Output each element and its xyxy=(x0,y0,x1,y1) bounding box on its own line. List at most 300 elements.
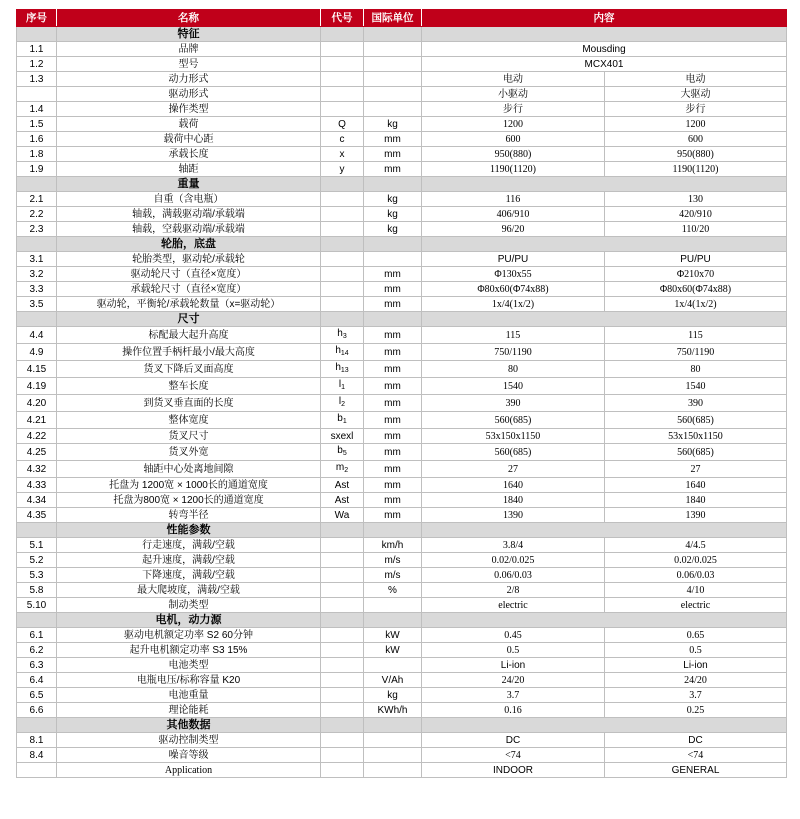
row-value-1: 406/910 xyxy=(422,207,605,222)
table-row xyxy=(17,282,787,297)
row-unit: kg xyxy=(364,117,422,132)
section-row xyxy=(17,237,787,252)
row-unit xyxy=(364,87,422,102)
row-no: 4.33 xyxy=(17,478,57,493)
table-row xyxy=(17,361,787,378)
row-value-2: 0.65 xyxy=(605,628,787,643)
row-code-subscript: 14 xyxy=(340,350,349,357)
row-value-1: Li-ion xyxy=(422,658,605,673)
row-value-1: Φ130x55 xyxy=(422,267,605,282)
table-row xyxy=(17,444,787,461)
row-code xyxy=(321,508,364,523)
row-value-1: <74 xyxy=(422,748,605,763)
row-code xyxy=(321,42,364,57)
row-no: 1.4 xyxy=(17,102,57,117)
row-name: 电池类型 xyxy=(57,658,321,673)
row-name: 载荷中心距 xyxy=(57,132,321,147)
row-value-2: 0.02/0.025 xyxy=(605,553,787,568)
row-name: 驱动轮尺寸（直径×宽度） xyxy=(57,267,321,282)
row-code xyxy=(321,493,364,508)
section-cell xyxy=(17,613,57,628)
row-code-subscript: 1 xyxy=(341,384,346,391)
row-code xyxy=(321,553,364,568)
row-no xyxy=(17,763,57,778)
row-name: 电瓶电压/标称容量 K20 xyxy=(57,673,321,688)
row-value-2: <74 xyxy=(605,748,787,763)
row-value-2: 0.06/0.03 xyxy=(605,568,787,583)
row-unit xyxy=(364,42,422,57)
row-code-text: Ast xyxy=(334,479,350,491)
row-unit: % xyxy=(364,583,422,598)
row-no: 6.6 xyxy=(17,703,57,718)
row-name: 承载长度 xyxy=(57,147,321,162)
row-code xyxy=(321,461,364,478)
row-value-2: 110/20 xyxy=(605,222,787,237)
row-value-1: 1190(1120) xyxy=(422,162,605,177)
section-cell xyxy=(364,27,422,42)
row-unit xyxy=(364,748,422,763)
row-code xyxy=(321,132,364,147)
row-value-1: 步行 xyxy=(422,102,605,117)
table-row xyxy=(17,478,787,493)
row-code xyxy=(321,478,364,493)
row-value-2: 0.25 xyxy=(605,703,787,718)
row-value-1: 3.7 xyxy=(422,688,605,703)
row-code xyxy=(321,57,364,72)
row-name: 起升速度，满载/空载 xyxy=(57,553,321,568)
row-unit: kg xyxy=(364,192,422,207)
row-value-2: PU/PU xyxy=(605,252,787,267)
row-code xyxy=(321,395,364,412)
table-row xyxy=(17,748,787,763)
row-name: 标配最大起升高度 xyxy=(57,327,321,344)
spec-sheet xyxy=(16,9,786,778)
row-name: 下降速度，满载/空载 xyxy=(57,568,321,583)
row-unit xyxy=(364,252,422,267)
row-name: 托盘为 1200宽 × 1000长的通道宽度 xyxy=(57,478,321,493)
row-no: 6.2 xyxy=(17,643,57,658)
row-no: 4.35 xyxy=(17,508,57,523)
row-unit: mm xyxy=(364,344,422,361)
section-cell xyxy=(422,523,787,538)
row-value-2: 大驱动 xyxy=(605,87,787,102)
row-value-2: 53x150x1150 xyxy=(605,429,787,444)
section-title: 电机，动力源 xyxy=(57,613,321,628)
row-value-1: 750/1190 xyxy=(422,344,605,361)
row-code xyxy=(321,688,364,703)
row-no: 4.15 xyxy=(17,361,57,378)
row-name: 货叉外宽 xyxy=(57,444,321,461)
row-code xyxy=(321,598,364,613)
section-cell xyxy=(17,237,57,252)
row-unit xyxy=(364,102,422,117)
header-unit: 国际单位 xyxy=(364,10,422,27)
table-row xyxy=(17,628,787,643)
row-value-2: GENERAL xyxy=(605,763,787,778)
row-code xyxy=(321,643,364,658)
row-value-1: 1540 xyxy=(422,378,605,395)
row-code xyxy=(321,297,364,312)
row-code-text: h xyxy=(335,345,341,356)
section-cell xyxy=(17,177,57,192)
row-no: 2.3 xyxy=(17,222,57,237)
row-code xyxy=(321,87,364,102)
section-row xyxy=(17,613,787,628)
row-value-2: 1200 xyxy=(605,117,787,132)
row-value-2: 1x/4(1x/2) xyxy=(605,297,787,312)
row-value-2: 24/20 xyxy=(605,673,787,688)
row-no: 4.34 xyxy=(17,493,57,508)
row-value-2: 600 xyxy=(605,132,787,147)
row-unit: V/Ah xyxy=(364,673,422,688)
row-code xyxy=(321,444,364,461)
row-name: 整体宽度 xyxy=(57,412,321,429)
row-no: 5.3 xyxy=(17,568,57,583)
row-value-1: 950(880) xyxy=(422,147,605,162)
row-unit: mm xyxy=(364,444,422,461)
row-code-text: y xyxy=(339,163,345,175)
section-cell xyxy=(422,177,787,192)
row-no: 2.2 xyxy=(17,207,57,222)
section-cell xyxy=(422,237,787,252)
row-name: 货叉尺寸 xyxy=(57,429,321,444)
row-value-1: 0.02/0.025 xyxy=(422,553,605,568)
section-cell xyxy=(17,523,57,538)
row-value-2: 步行 xyxy=(605,102,787,117)
row-value-2: 27 xyxy=(605,461,787,478)
row-unit: mm xyxy=(364,395,422,412)
row-no: 1.2 xyxy=(17,57,57,72)
row-value-1: PU/PU xyxy=(422,252,605,267)
row-unit: m/s xyxy=(364,568,422,583)
row-value-1: 1x/4(1x/2) xyxy=(422,297,605,312)
section-row xyxy=(17,312,787,327)
row-no: 5.10 xyxy=(17,598,57,613)
row-name: 驱动控制类型 xyxy=(57,733,321,748)
row-name: 载荷 xyxy=(57,117,321,132)
row-unit: m/s xyxy=(364,553,422,568)
row-code-text: Ast xyxy=(334,494,350,506)
row-code xyxy=(321,102,364,117)
section-title: 性能参数 xyxy=(57,523,321,538)
row-code xyxy=(321,763,364,778)
row-value-1: 115 xyxy=(422,327,605,344)
row-name: 整车长度 xyxy=(57,378,321,395)
section-row xyxy=(17,27,787,42)
row-code xyxy=(321,344,364,361)
row-name: 托盘为800宽 × 1200长的通道宽度 xyxy=(57,493,321,508)
table-row xyxy=(17,267,787,282)
table-row xyxy=(17,395,787,412)
table-row xyxy=(17,42,787,57)
section-cell xyxy=(364,523,422,538)
row-value-1: electric xyxy=(422,598,605,613)
table-row xyxy=(17,222,787,237)
row-name: 到货叉垂直面的长度 xyxy=(57,395,321,412)
section-cell xyxy=(17,718,57,733)
row-name: 动力形式 xyxy=(57,72,321,87)
row-value-1: 600 xyxy=(422,132,605,147)
row-value-1: Φ80x60(Φ74x88) xyxy=(422,282,605,297)
row-unit: mm xyxy=(364,327,422,344)
row-value: Mousding xyxy=(422,42,787,57)
section-title: 特征 xyxy=(57,27,321,42)
table-row xyxy=(17,461,787,478)
row-code xyxy=(321,162,364,177)
row-code xyxy=(321,207,364,222)
row-unit: mm xyxy=(364,412,422,429)
table-row xyxy=(17,583,787,598)
row-code-text: c xyxy=(339,133,345,145)
row-name: 驱动电机额定功率 S2 60分钟 xyxy=(57,628,321,643)
table-row xyxy=(17,429,787,444)
header-content: 内容 xyxy=(422,10,787,27)
row-no: 3.5 xyxy=(17,297,57,312)
row-value-1: 0.5 xyxy=(422,643,605,658)
row-name: Application xyxy=(57,763,321,778)
row-code-text: l xyxy=(338,379,342,390)
row-value-2: Φ210x70 xyxy=(605,267,787,282)
row-value-1: 1200 xyxy=(422,117,605,132)
row-code xyxy=(321,673,364,688)
row-value-2: 950(880) xyxy=(605,147,787,162)
row-unit xyxy=(364,763,422,778)
table-header-row xyxy=(17,10,787,27)
row-unit: mm xyxy=(364,147,422,162)
row-code-text: b xyxy=(337,445,343,456)
row-value-1: 2/8 xyxy=(422,583,605,598)
table-row xyxy=(17,147,787,162)
row-value-2: Li-ion xyxy=(605,658,787,673)
row-code xyxy=(321,252,364,267)
row-value-1: 390 xyxy=(422,395,605,412)
row-value-2: Φ80x60(Φ74x88) xyxy=(605,282,787,297)
row-name: 型号 xyxy=(57,57,321,72)
row-value-1: 电动 xyxy=(422,72,605,87)
section-cell xyxy=(17,27,57,42)
row-unit: kg xyxy=(364,222,422,237)
table-row xyxy=(17,102,787,117)
row-name: 制动类型 xyxy=(57,598,321,613)
row-code-subscript: 3 xyxy=(342,333,347,340)
row-name: 操作位置手柄杆最小/最大高度 xyxy=(57,344,321,361)
row-code xyxy=(321,538,364,553)
row-unit: mm xyxy=(364,429,422,444)
row-value-2: 750/1190 xyxy=(605,344,787,361)
section-row xyxy=(17,718,787,733)
row-name: 电池重量 xyxy=(57,688,321,703)
table-row xyxy=(17,162,787,177)
row-unit: km/h xyxy=(364,538,422,553)
table-row xyxy=(17,344,787,361)
row-code xyxy=(321,361,364,378)
row-name: 操作类型 xyxy=(57,102,321,117)
row-code xyxy=(321,658,364,673)
row-no: 1.1 xyxy=(17,42,57,57)
row-no: 5.2 xyxy=(17,553,57,568)
table-row xyxy=(17,192,787,207)
row-no: 5.1 xyxy=(17,538,57,553)
row-unit xyxy=(364,733,422,748)
row-code xyxy=(321,222,364,237)
row-name: 驱动形式 xyxy=(57,87,321,102)
row-code xyxy=(321,412,364,429)
row-value-2: 1840 xyxy=(605,493,787,508)
row-name: 轮胎类型，驱动轮/承载轮 xyxy=(57,252,321,267)
row-value-1: 27 xyxy=(422,461,605,478)
row-no: 1.6 xyxy=(17,132,57,147)
row-name: 噪音等级 xyxy=(57,748,321,763)
row-value-2: DC xyxy=(605,733,787,748)
row-value-1: 96/20 xyxy=(422,222,605,237)
row-code xyxy=(321,192,364,207)
row-no: 6.1 xyxy=(17,628,57,643)
section-cell xyxy=(364,237,422,252)
table-row xyxy=(17,673,787,688)
row-value-2: 电动 xyxy=(605,72,787,87)
table-row xyxy=(17,733,787,748)
row-name: 最大爬坡度，满载/空载 xyxy=(57,583,321,598)
row-value-2: 560(685) xyxy=(605,444,787,461)
row-code xyxy=(321,583,364,598)
row-name: 理论能耗 xyxy=(57,703,321,718)
row-unit: mm xyxy=(364,267,422,282)
table-row xyxy=(17,252,787,267)
row-no: 8.4 xyxy=(17,748,57,763)
header-code: 代号 xyxy=(321,10,364,27)
row-no: 4.21 xyxy=(17,412,57,429)
section-cell xyxy=(364,718,422,733)
row-value-1: DC xyxy=(422,733,605,748)
row-code-subscript: 5 xyxy=(342,450,347,457)
section-row xyxy=(17,523,787,538)
row-value-1: 80 xyxy=(422,361,605,378)
row-value-2: 1540 xyxy=(605,378,787,395)
row-code-subscript: 1 xyxy=(342,418,347,425)
spec-table xyxy=(16,9,787,778)
table-row xyxy=(17,643,787,658)
row-no xyxy=(17,87,57,102)
table-row xyxy=(17,763,787,778)
row-code xyxy=(321,748,364,763)
section-cell xyxy=(321,237,364,252)
table-row xyxy=(17,72,787,87)
row-unit xyxy=(364,72,422,87)
row-unit: mm xyxy=(364,162,422,177)
row-value-1: 3.8/4 xyxy=(422,538,605,553)
row-no: 1.3 xyxy=(17,72,57,87)
row-value-1: 0.45 xyxy=(422,628,605,643)
section-title: 重量 xyxy=(57,177,321,192)
section-cell xyxy=(321,27,364,42)
row-code-subscript: 13 xyxy=(340,367,349,374)
table-row xyxy=(17,297,787,312)
row-unit: mm xyxy=(364,461,422,478)
section-cell xyxy=(422,613,787,628)
row-value-1: 116 xyxy=(422,192,605,207)
row-code xyxy=(321,733,364,748)
row-name: 起升电机额定功率 S3 15% xyxy=(57,643,321,658)
row-value-1: 1840 xyxy=(422,493,605,508)
row-unit: mm xyxy=(364,132,422,147)
row-code-text: Q xyxy=(338,118,346,130)
row-code xyxy=(321,378,364,395)
row-value-1: 53x150x1150 xyxy=(422,429,605,444)
table-row xyxy=(17,553,787,568)
row-value-2: 0.5 xyxy=(605,643,787,658)
row-unit xyxy=(364,598,422,613)
row-name: 轴载，满载驱动端/承载端 xyxy=(57,207,321,222)
row-unit: kg xyxy=(364,207,422,222)
row-value-2: 1390 xyxy=(605,508,787,523)
row-value-1: 0.06/0.03 xyxy=(422,568,605,583)
row-no: 4.25 xyxy=(17,444,57,461)
row-no: 4.20 xyxy=(17,395,57,412)
section-cell xyxy=(422,312,787,327)
row-code-subscript: 2 xyxy=(344,467,349,474)
row-code-text: h xyxy=(335,362,341,373)
row-no: 3.1 xyxy=(17,252,57,267)
section-cell xyxy=(364,312,422,327)
row-no: 4.32 xyxy=(17,461,57,478)
section-cell xyxy=(364,613,422,628)
section-cell xyxy=(422,718,787,733)
row-value-1: 1390 xyxy=(422,508,605,523)
row-code xyxy=(321,568,364,583)
table-row xyxy=(17,703,787,718)
row-value-2: 80 xyxy=(605,361,787,378)
header-no: 序号 xyxy=(17,10,57,27)
row-unit: mm xyxy=(364,282,422,297)
row-unit: mm xyxy=(364,297,422,312)
row-no: 1.9 xyxy=(17,162,57,177)
section-title: 尺寸 xyxy=(57,312,321,327)
row-code xyxy=(321,703,364,718)
section-cell xyxy=(321,312,364,327)
row-value-2: 130 xyxy=(605,192,787,207)
row-no: 6.3 xyxy=(17,658,57,673)
table-row xyxy=(17,327,787,344)
row-no: 4.19 xyxy=(17,378,57,395)
row-value-2: 3.7 xyxy=(605,688,787,703)
row-unit: kW xyxy=(364,643,422,658)
row-value-1: 560(685) xyxy=(422,412,605,429)
row-value-2: electric xyxy=(605,598,787,613)
row-name: 轴距中心处离地间隙 xyxy=(57,461,321,478)
row-name: 承载轮尺寸（直径×宽度） xyxy=(57,282,321,297)
row-unit: kg xyxy=(364,688,422,703)
row-value-1: 1640 xyxy=(422,478,605,493)
row-value-1: INDOOR xyxy=(422,763,605,778)
row-code xyxy=(321,147,364,162)
row-code xyxy=(321,72,364,87)
table-row xyxy=(17,538,787,553)
section-cell xyxy=(321,523,364,538)
row-code xyxy=(321,267,364,282)
table-row xyxy=(17,568,787,583)
row-code xyxy=(321,327,364,344)
row-unit: KWh/h xyxy=(364,703,422,718)
table-row xyxy=(17,378,787,395)
section-cell xyxy=(364,177,422,192)
table-row xyxy=(17,412,787,429)
section-cell xyxy=(17,312,57,327)
row-unit: kW xyxy=(364,628,422,643)
row-code-text: sxexl xyxy=(330,430,354,442)
section-row xyxy=(17,177,787,192)
section-cell xyxy=(321,613,364,628)
row-code-text: m xyxy=(335,462,345,473)
